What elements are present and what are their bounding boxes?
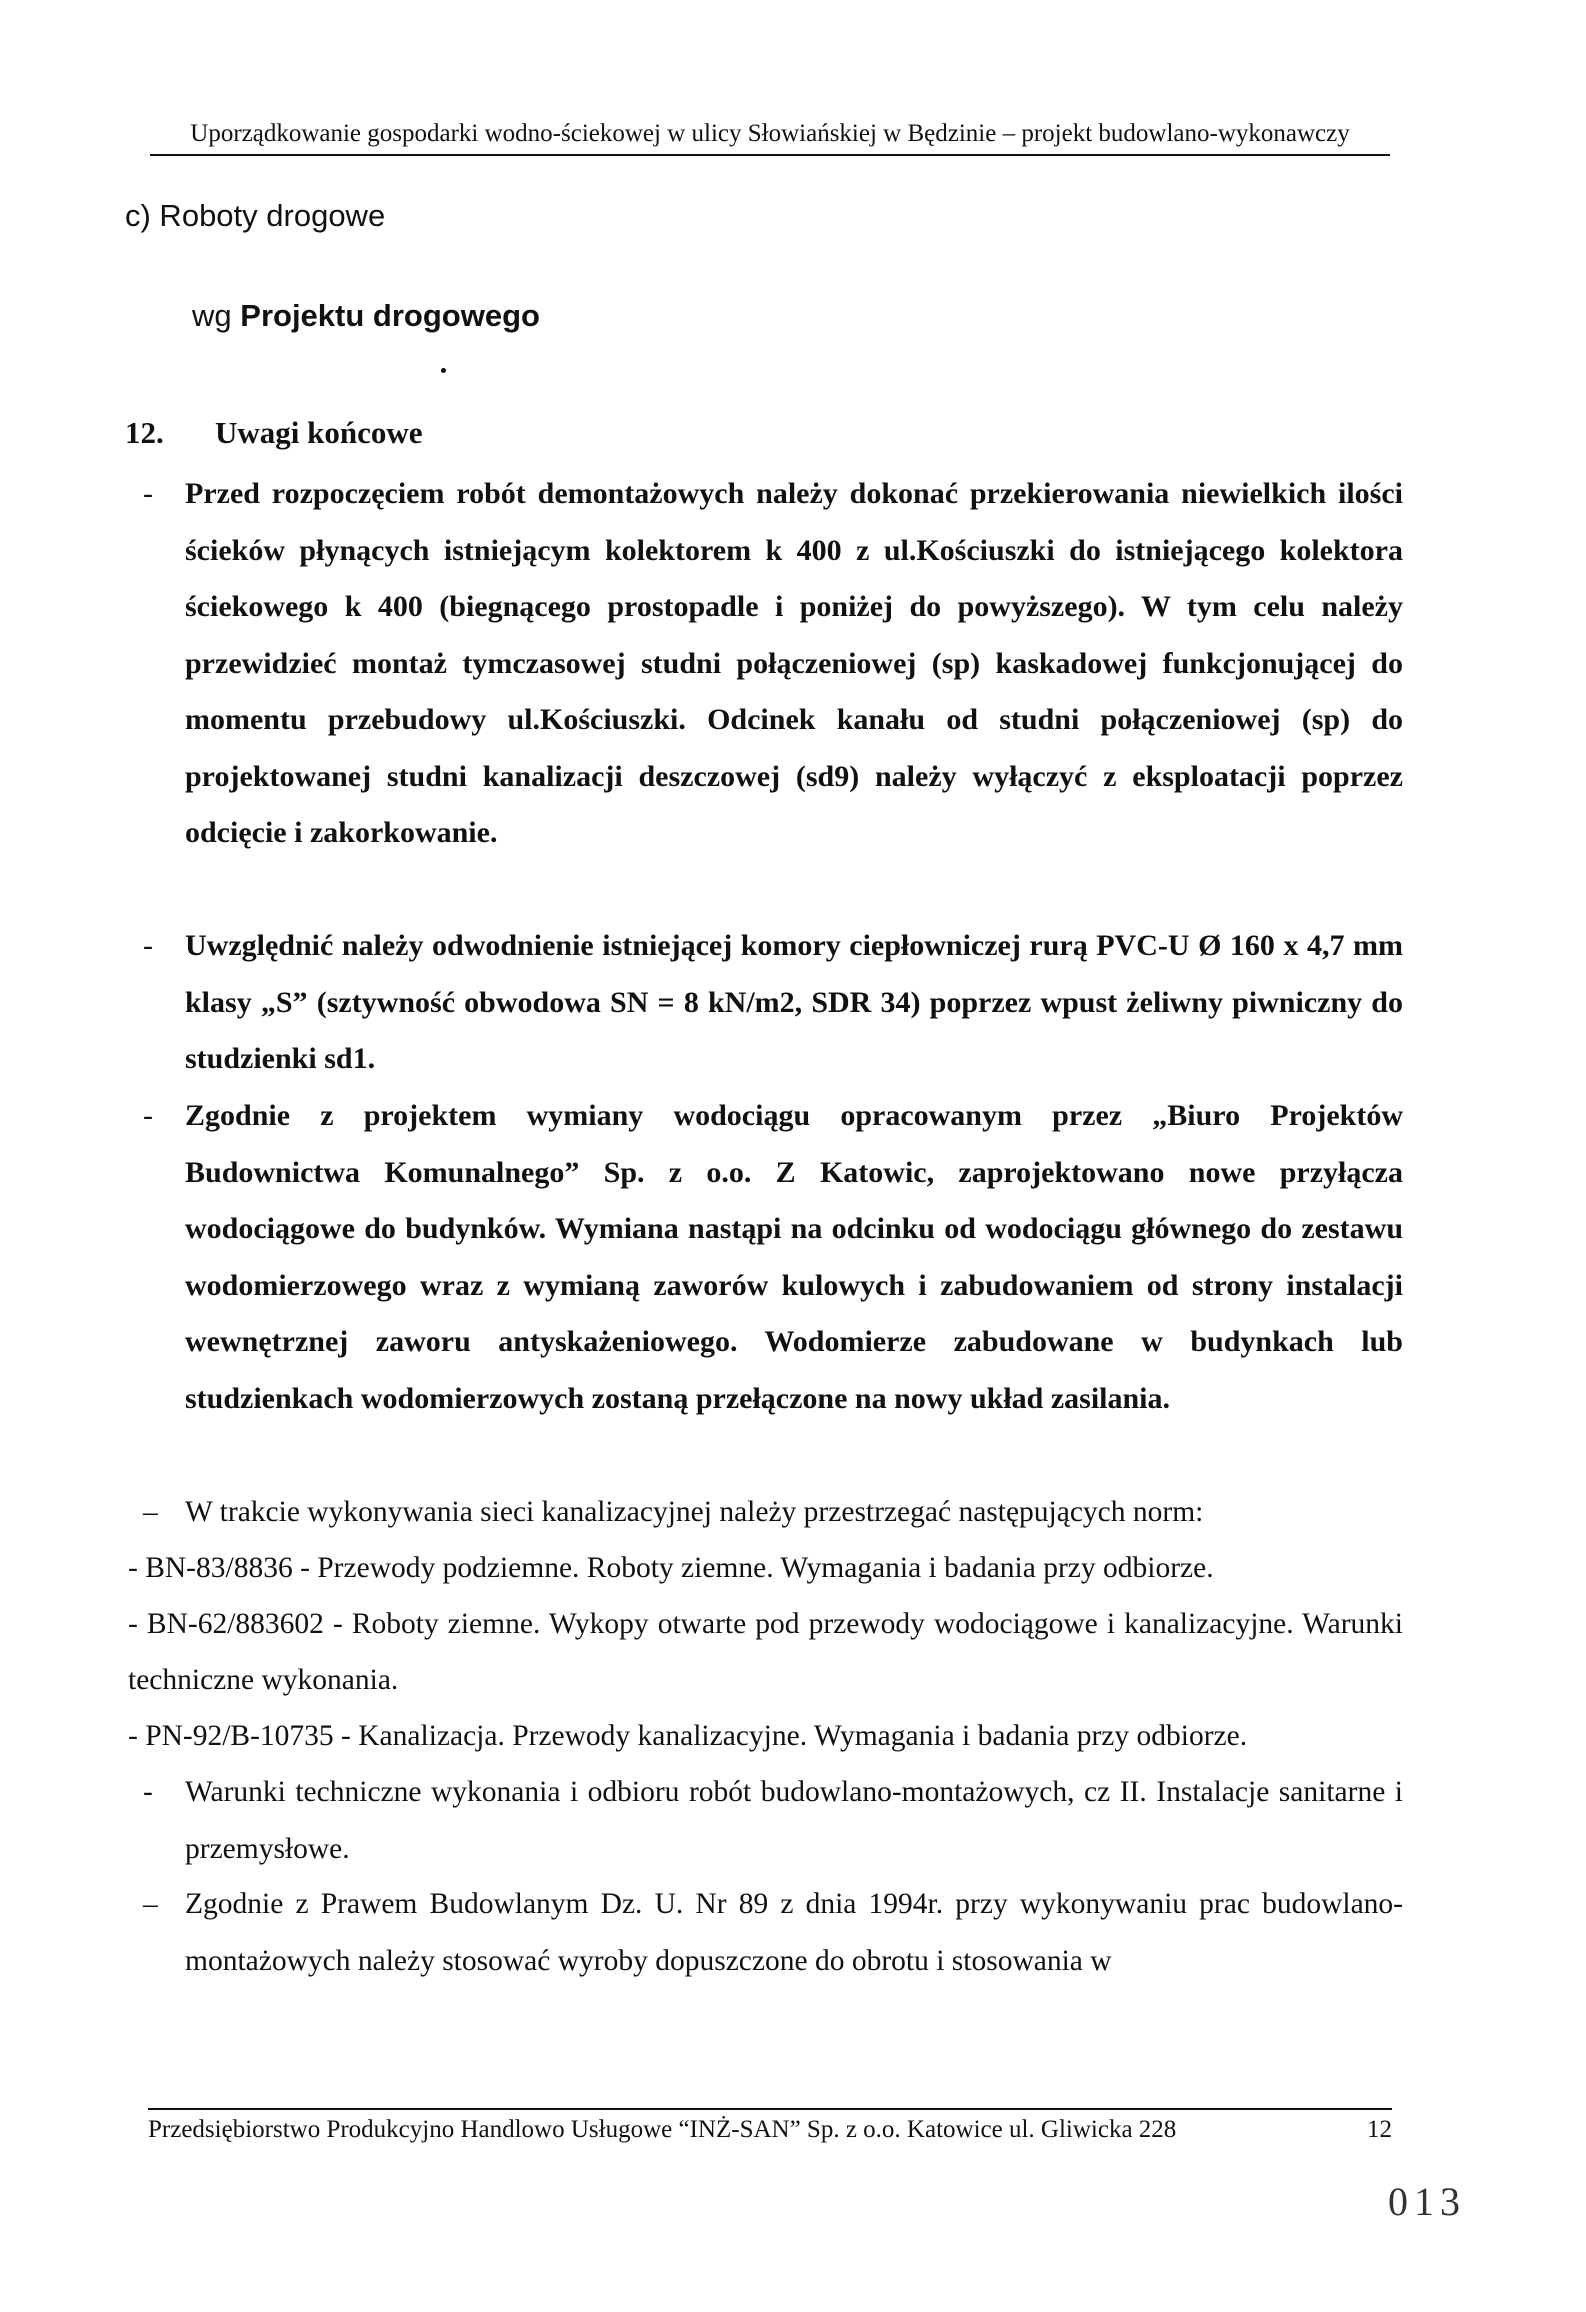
norm-prawo-budowlane: – Zgodnie z Prawem Budowlanym Dz. U. Nr 89 z dnia 1994r. przy wykonywaniu prac budowlano-montażowych należy stosować wyroby dopuszczone do obrotu i stosowania w: [143, 1888, 1403, 1977]
stray-dot: [441, 368, 446, 373]
page-footer: [148, 2116, 1392, 2144]
section-c-reference: [192, 298, 540, 334]
section-c-ref: Projektu drogowego: [240, 298, 540, 333]
section-c-prefix: wg: [192, 298, 232, 333]
remark-dash: -: [143, 477, 153, 510]
norm-warunki-text: Warunki techniczne wykonania i odbioru robót budowlano-montażowych, cz II. Instalacje sanitarne i przemysłowe.: [185, 1776, 1403, 1865]
remark-text: Przed rozpoczęciem robót demontażowych należy dokonać przekierowania niewielkich ilości ścieków płynących istniejącym kolektorem k 400 z ul.Kościuszki do istniejącego kolektora ściekowego k 400 (biegnącego prostopadle i poniżej do powyższego). W tym celu należy przewidzieć montaż tymczasowej studni połączeniowej (sp) kaskadowej funkcjonującej do momentu przebudowy ul.Kościuszki. Odcinek kanału od studni połączeniowej (sp) do projektowanej studni kanalizacji deszczowej (sd9) należy wyłączyć z eksploatacji poprzez odcięcie i zakorkowanie.: [185, 477, 1403, 849]
sheet-stamp-number: 013: [1388, 2179, 1466, 2224]
norms-intro-text: W trakcie wykonywania sieci kanalizacyjnej należy przestrzegać następujących norm:: [185, 1496, 1204, 1528]
norm-bn-62: - BN-62/883602 - Roboty ziemne. Wykopy otwarte pod przewody wodociągowe i kanalizacyjne. Warunki techniczne wykonania.: [128, 1608, 1403, 1696]
norm-pn-92: - PN-92/B-10735 - Kanalizacja. Przewody kanalizacyjne. Wymagania i badania przy odbiorze.: [128, 1720, 1248, 1752]
norm-warunki: - Warunki techniczne wykonania i odbioru robót budowlano-montażowych, cz II. Instalacje sanitarne i przemysłowe.: [143, 1776, 1403, 1865]
section-12-number: 12.: [125, 415, 164, 450]
remark-item-1: [143, 466, 1403, 862]
norm-bn-83: - BN-83/8836 - Przewody podziemne. Roboty ziemne. Wymagania i badania przy odbiorze.: [128, 1552, 1214, 1584]
remark-dash: -: [143, 1099, 153, 1132]
remark-item-3: [143, 1088, 1403, 1427]
remark-text: Zgodnie z projektem wymiany wodociągu opracowanym przez „Biuro Projektów Budownictwa Komunalnego” Sp. z o.o. Z Katowic, zaprojektowano nowe przyłącza wodociągowe do budynków. Wymiana nastąpi na odcinku od wodociągu głównego do zestawu wodomierzowego wraz z wymianą zaworów kulowych i zabudowaniem od strony instalacji wewnętrznej zaworu antyskażeniowego. Wodomierze zabudowane w budynkach lub studzienkach wodomierzowych zostaną przełączone na nowy układ zasilania.: [185, 1099, 1403, 1415]
page-number: 12: [1367, 2116, 1392, 2143]
page-header: Uporządkowanie gospodarki wodno-ściekowej w ulicy Słowiańskiej w Będzinie – projekt budowlano-wykonawczy: [150, 120, 1390, 156]
footer-company: Przedsiębiorstwo Produkcyjno Handlowo Usługowe “INŻ-SAN” Sp. z o.o. Katowice ul. Gliwicka 228: [148, 2116, 1177, 2143]
remark-text: Uwzględnić należy odwodnienie istniejącej komory ciepłowniczej rurą PVC-U Ø 160 x 4,7 mm klasy „S” (sztywność obwodowa SN = 8 kN/m2, SDR 34) poprzez wpust żeliwny piwniczny do studzienki sd1.: [185, 929, 1403, 1075]
section-c-heading: c) Roboty drogowe: [125, 198, 386, 233]
norm-prawo-text: Zgodnie z Prawem Budowlanym Dz. U. Nr 89 z dnia 1994r. przy wykonywaniu prac budowlano-montażowych należy stosować wyroby dopuszczone do obrotu i stosowania w: [185, 1888, 1403, 1977]
section-12-heading: [125, 415, 423, 451]
remark-dash: -: [143, 929, 153, 962]
footer-rule: [148, 2108, 1392, 2110]
remark-item-2: [143, 918, 1403, 1088]
section-12-title: Uwagi końcowe: [215, 415, 423, 450]
norms-intro: – W trakcie wykonywania sieci kanalizacyjnej należy przestrzegać następujących norm:: [143, 1496, 1204, 1528]
